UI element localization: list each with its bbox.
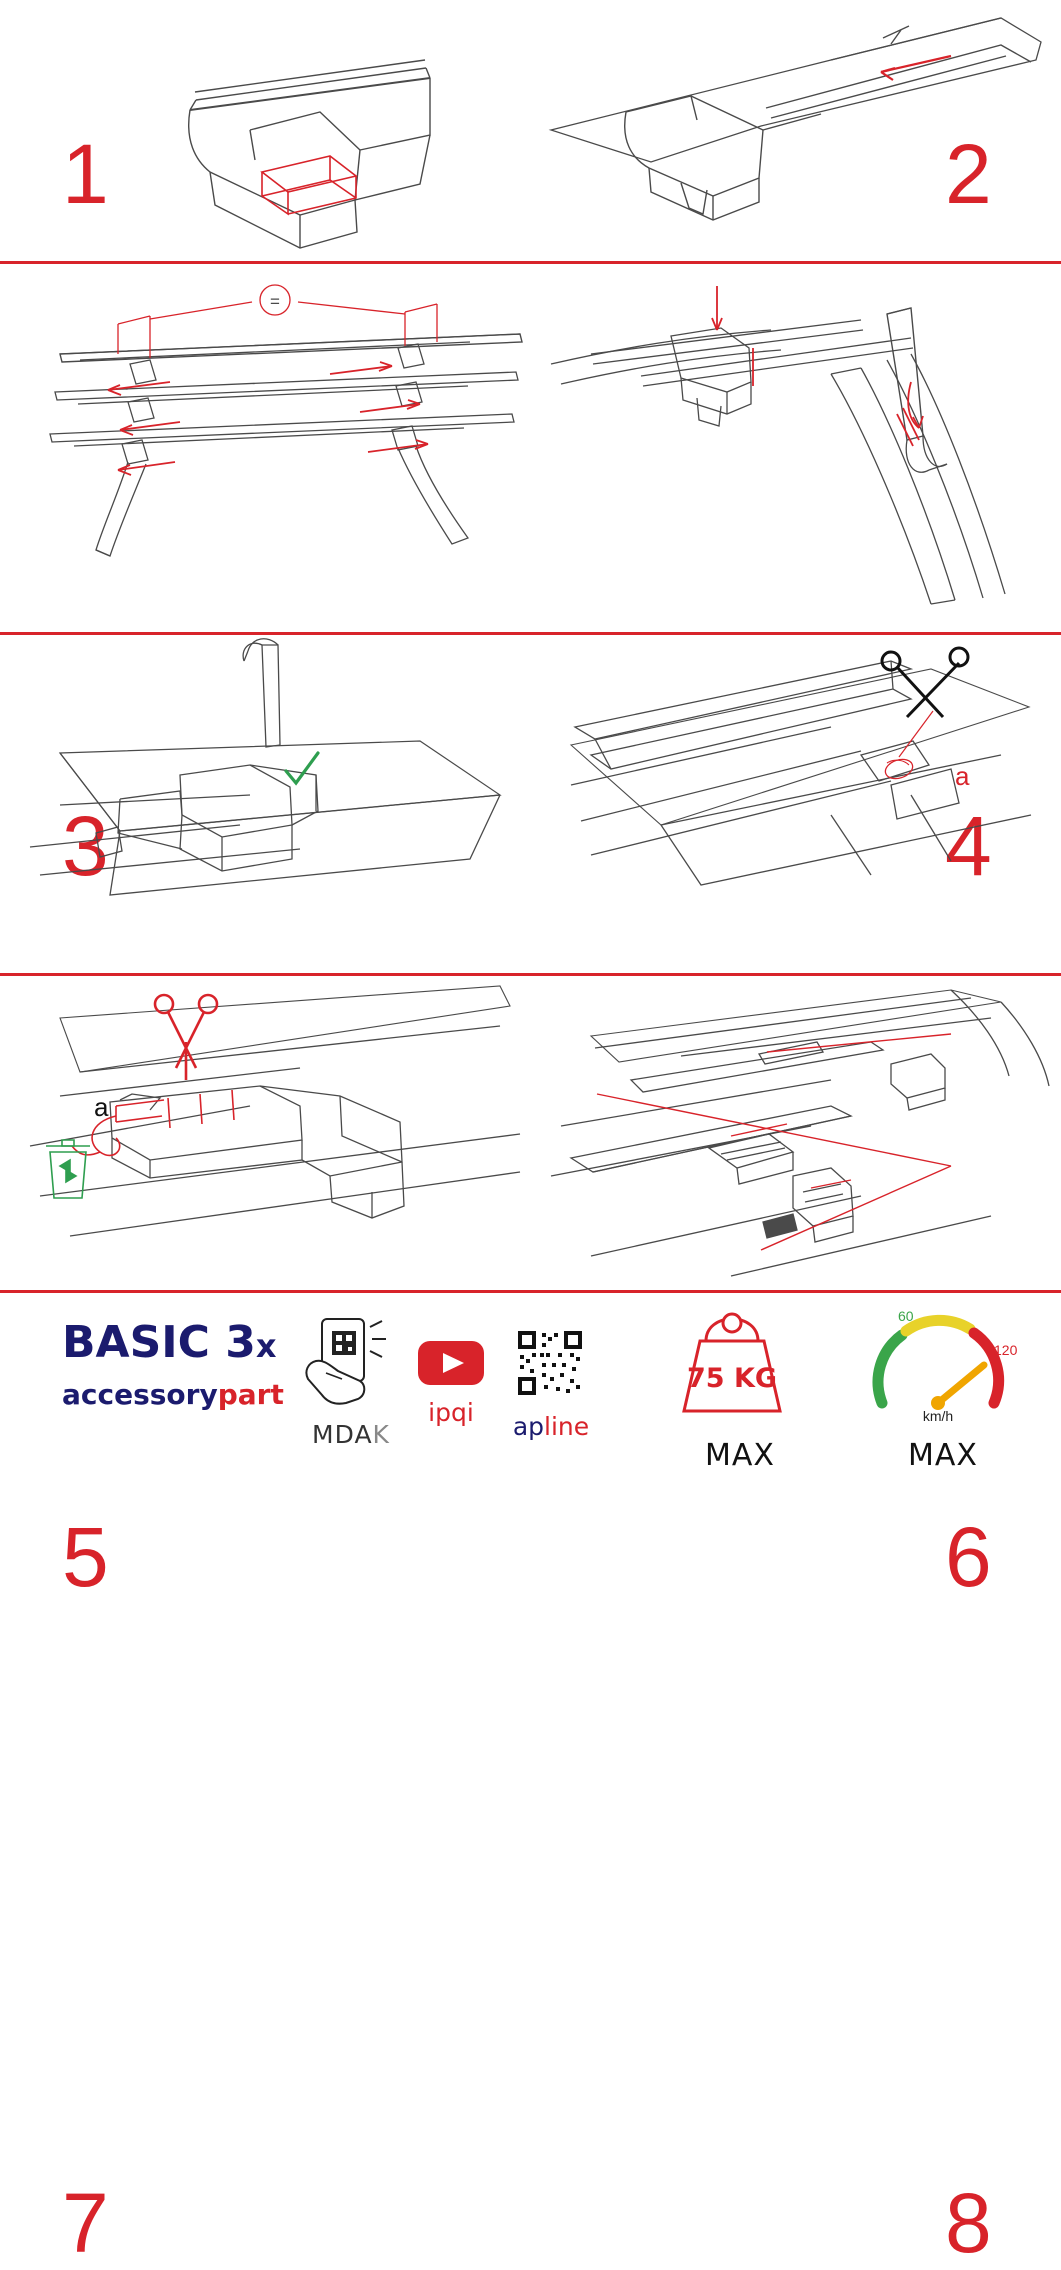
max-load-value: 75 KG [686, 1363, 778, 1394]
step-3-illustration [0, 264, 530, 632]
step-8-number: 8 [945, 2176, 991, 2270]
step-3-panel [0, 264, 530, 893]
logo-ipqi-caption: ipqi [428, 1398, 474, 1427]
max-speed-label: MAX [908, 1438, 978, 1473]
speed-tick-high: 120 [994, 1342, 1018, 1358]
step-7-number: 7 [62, 2176, 108, 2270]
step-5-illustration [0, 635, 530, 973]
footer [0, 1293, 1061, 1500]
apline-caption-accent: line [544, 1412, 590, 1441]
brand-sub-first: accessory [62, 1378, 218, 1411]
step-1-panel [0, 0, 530, 261]
step-6-illustration [531, 635, 1061, 973]
max-load-block [660, 1307, 820, 1473]
svg-text:a: a [94, 1092, 109, 1122]
svg-text:=: = [270, 292, 280, 311]
step-4-number: 4 [945, 799, 991, 893]
mdak-caption-main: MD [312, 1420, 355, 1449]
speed-unit: km/h [922, 1408, 954, 1424]
step-3-number: 3 [62, 799, 108, 893]
brand-block [62, 1317, 292, 1411]
brand-title-main: BASIC 3 [62, 1317, 256, 1368]
brand-title-suffix: x [255, 1327, 277, 1365]
apline-caption-first: ap [512, 1412, 545, 1441]
weight-icon [660, 1307, 820, 1427]
mdak-caption-end: K [372, 1420, 390, 1449]
step-4-illustration [531, 264, 1061, 632]
step-2-panel [531, 0, 1061, 261]
logo-mdak [292, 1315, 410, 1447]
logo-apline[interactable] [486, 1327, 616, 1439]
qr-code-icon[interactable] [486, 1327, 616, 1399]
brand-title [62, 1317, 292, 1368]
step-1-number: 1 [62, 127, 108, 221]
step-6-number: 6 [945, 1510, 991, 1604]
logo-mdak-caption [292, 1422, 410, 1447]
max-load-label: MAX [705, 1438, 775, 1473]
step-8-illustration [531, 976, 1061, 1290]
hand-phone-qr-icon [292, 1315, 410, 1407]
mdak-caption-accent: A [354, 1420, 373, 1449]
step-4-panel [531, 264, 1061, 893]
speed-tick-low: 60 [898, 1308, 914, 1324]
speedometer-icon [858, 1303, 1028, 1427]
logo-apline-caption [486, 1414, 616, 1439]
svg-text:a: a [955, 761, 970, 791]
brand-sub-second: part [217, 1378, 284, 1411]
max-speed-block [858, 1303, 1028, 1473]
step-2-number: 2 [945, 127, 991, 221]
brand-subtitle [62, 1378, 292, 1411]
step-7-illustration [0, 976, 530, 1290]
step-5-number: 5 [62, 1510, 108, 1604]
